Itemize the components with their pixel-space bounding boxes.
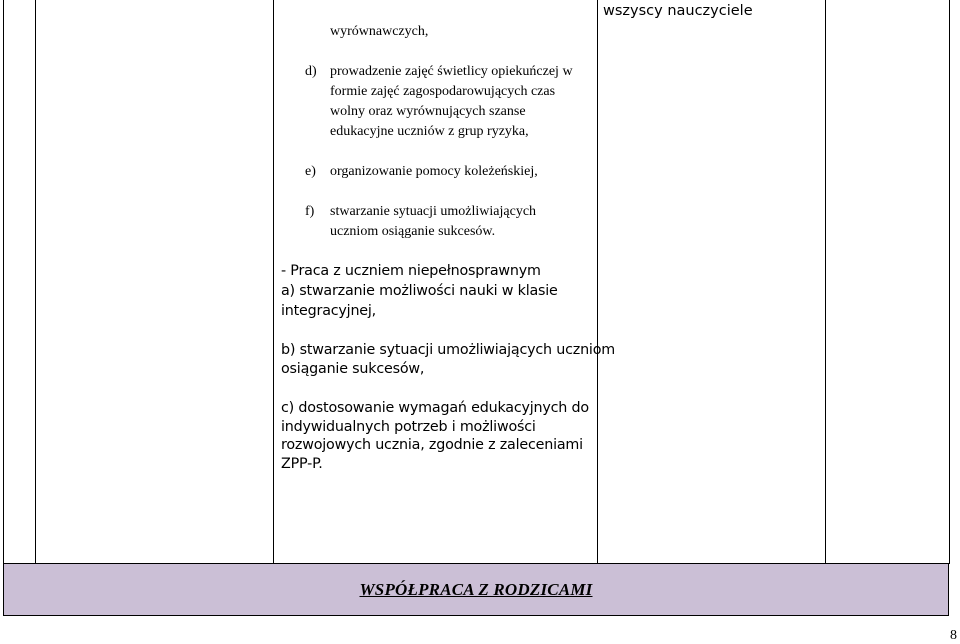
list-item-d-line: wolny oraz wyrównujących szanse — [330, 104, 526, 119]
list-marker-f: f) — [305, 204, 315, 219]
list-item-e-line: organizowanie pomocy koleżeńskiej, — [330, 164, 538, 179]
list-item-f-line: uczniom osiąganie sukcesów. — [330, 224, 496, 239]
disabled-item-c-line: rozwojowych ucznia, zgodnie z zaleceniami — [281, 437, 583, 453]
table-column-divider — [273, 0, 274, 564]
responsible-cell-text: wszyscy nauczyciele — [603, 3, 753, 19]
list-marker-e: e) — [305, 164, 316, 179]
disabled-item-b-line: b) stwarzanie sytuacji umożliwiających uczniom — [281, 342, 615, 358]
table-column-divider — [35, 0, 36, 564]
table-border-right — [949, 0, 950, 564]
list-item-d-line: formie zajęć zagospodarowujących czas — [330, 84, 556, 99]
section-header-bar — [3, 563, 949, 616]
continuation-text: wyrównawczych, — [330, 24, 429, 39]
list-item-f-line: stwarzanie sytuacji umożliwiających — [330, 204, 537, 219]
table-column-divider — [825, 0, 826, 564]
list-marker-d: d) — [305, 64, 317, 79]
disabled-item-c-line: c) dostosowanie wymagań edukacyjnych do — [281, 400, 589, 416]
disabled-item-b-line: osiąganie sukcesów, — [281, 361, 425, 377]
disabled-item-c-line: ZPP-P. — [281, 456, 323, 472]
table-column-divider — [597, 0, 598, 564]
list-item-d-line: prowadzenie zajęć świetlicy opiekuńczej w — [330, 64, 573, 79]
disabled-item-a-line: integracyjnej, — [281, 303, 377, 319]
page-number: 8 — [950, 628, 957, 643]
list-item-d-line: edukacyjne uczniów z grup ryzyka, — [330, 124, 529, 139]
table-border-left — [3, 0, 4, 564]
disabled-item-c-line: indywidualnych potrzeb i możliwości — [281, 419, 536, 435]
disabled-item-a-line: a) stwarzanie możliwości nauki w klasie — [281, 283, 558, 299]
section-subheading: - Praca z uczniem niepełnosprawnym — [281, 263, 541, 279]
section-title: WSPÓŁPRACA Z RODZICAMI — [359, 580, 593, 599]
